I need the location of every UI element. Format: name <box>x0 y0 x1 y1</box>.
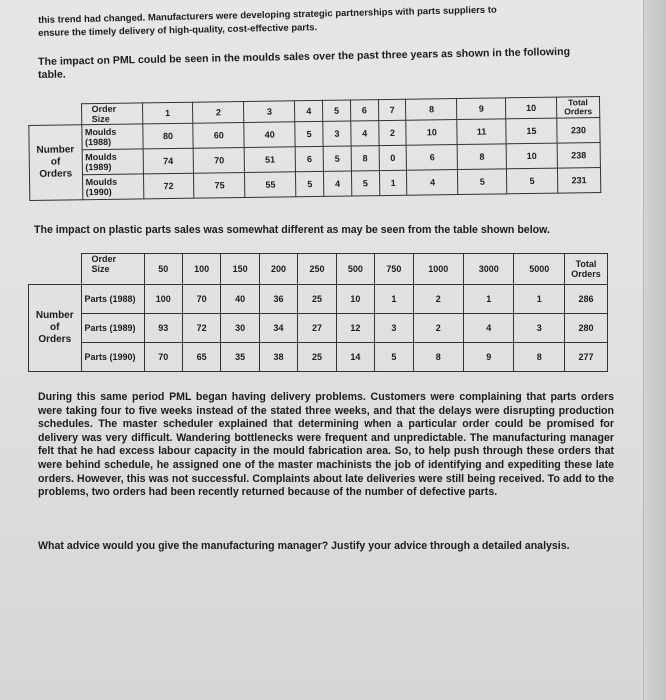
table-cell: 10 <box>406 120 457 146</box>
table-cell: 65 <box>182 343 220 372</box>
table-cell: 2 <box>413 285 463 314</box>
table-cell: 55 <box>245 172 296 198</box>
table-cell: 3 <box>514 314 565 343</box>
table-cell: 51 <box>244 147 295 173</box>
total-cell: 230 <box>557 118 600 144</box>
table-cell: 8 <box>413 343 463 372</box>
col-header: 150 <box>221 254 259 285</box>
total-cell: 277 <box>565 343 608 372</box>
table-cell: 4 <box>324 171 352 196</box>
table-cell: 38 <box>259 343 297 372</box>
col-header: 50 <box>144 254 182 285</box>
col-header: 750 <box>375 254 413 285</box>
col-header: 6 <box>350 100 378 121</box>
question-text: What advice would you give the manufacturing manager? Justify your advice through a detailed analysis. <box>38 540 570 552</box>
intro-line-1: this trend had changed. Manufacturers were developing strategic partnerships with parts suppliers to <box>38 4 497 26</box>
intro-line-4: table. <box>38 68 66 81</box>
intro-line-3: The impact on PML could be seen in the moulds sales over the past three years as shown in the following <box>38 45 571 68</box>
table-cell: 36 <box>259 285 297 314</box>
table-cell: 70 <box>182 285 220 314</box>
number-of-orders-label: Number of Orders <box>29 125 83 201</box>
table-cell: 70 <box>194 147 245 173</box>
row-label: Moulds (1989) <box>82 149 143 175</box>
table-cell: 2 <box>413 314 463 343</box>
col-header: 3 <box>244 101 295 123</box>
table-cell: 0 <box>379 145 407 170</box>
table-cell: 34 <box>259 314 297 343</box>
table-cell: 70 <box>144 343 182 372</box>
table-cell: 3 <box>375 314 413 343</box>
table-cell: 3 <box>323 121 351 146</box>
parts-table <box>28 253 608 372</box>
total-cell: 231 <box>557 168 600 194</box>
page-edge <box>643 0 666 700</box>
col-header: 500 <box>336 254 374 285</box>
row-label: Parts (1988) <box>81 285 144 314</box>
col-header: 10 <box>505 97 556 119</box>
table-cell: 4 <box>351 121 379 146</box>
table-cell: 1 <box>375 285 413 314</box>
table-cell: 8 <box>514 343 565 372</box>
table-cell: 5 <box>295 121 323 146</box>
table-cell: 6 <box>295 146 323 171</box>
table-cell: 5 <box>375 343 413 372</box>
table-cell: 74 <box>143 148 194 174</box>
table-cell: 93 <box>144 314 182 343</box>
table-cell: 8 <box>351 146 379 171</box>
table-cell: 2 <box>378 120 406 145</box>
col-header: 250 <box>298 254 336 285</box>
intro-line-2: ensure the timely delivery of high-quality, cost-effective parts. <box>38 22 318 39</box>
table-cell: 40 <box>244 122 295 148</box>
row-label: Parts (1989) <box>81 314 144 343</box>
table-cell: 60 <box>193 122 244 148</box>
moulds-table <box>28 96 601 201</box>
table-cell: 15 <box>506 118 557 144</box>
table-cell: 11 <box>457 119 506 145</box>
table-cell: 6 <box>407 145 458 171</box>
row-label: Parts (1990) <box>81 343 144 372</box>
col-header: 200 <box>259 254 297 285</box>
row-label: Moulds (1988) <box>81 124 142 150</box>
table-cell: 35 <box>221 343 259 372</box>
table-cell: 10 <box>336 285 374 314</box>
total-cell: 286 <box>565 285 608 314</box>
col-header: 9 <box>457 98 506 120</box>
col-header: 5000 <box>514 254 565 285</box>
table-cell: 75 <box>194 172 245 198</box>
table-cell: 5 <box>323 146 351 171</box>
col-header: 5 <box>323 100 351 121</box>
table-cell: 72 <box>143 173 194 199</box>
table-cell: 5 <box>506 168 557 194</box>
total-orders-header: Total Orders <box>565 254 608 285</box>
table-cell: 1 <box>464 285 514 314</box>
col-header: 7 <box>378 99 406 120</box>
table-cell: 40 <box>221 285 259 314</box>
total-cell: 280 <box>565 314 608 343</box>
table-cell: 100 <box>144 285 182 314</box>
col-header: 1000 <box>413 254 463 285</box>
table-cell: 5 <box>296 171 324 196</box>
table-cell: 25 <box>298 343 336 372</box>
col-header: 3000 <box>464 254 514 285</box>
table-cell: 14 <box>336 343 374 372</box>
table-cell: 9 <box>464 343 514 372</box>
body-paragraph: During this same period PML began having delivery problems. Customers were complaining that parts orders were taking four to five weeks instead of the stated three weeks, and that the delays were disrupting production schedules. The master scheduler explained that determining when a particular order could be promised for delivery was very difficult. Wandering bottlenecks were frequent and unpredictable. The manufacturing manager felt that he had excess labour capacity in the mould fabrication area. So, to help push through these orders that were behind schedule, he assigned one of the master machinists the job of identifying and expediting these late orders. However, this was not successful. Complaints about late deliveries were still being received. To add to the problems, two orders had been recently returned because of the number of defective parts. <box>38 391 614 499</box>
table-cell: 10 <box>506 143 557 169</box>
table-cell: 27 <box>298 314 336 343</box>
order-size-label: Order Size <box>81 254 144 285</box>
total-orders-header: Total Orders <box>556 97 599 119</box>
number-of-orders-label: Number of Orders <box>29 285 82 372</box>
table-cell: 12 <box>336 314 374 343</box>
table-cell: 5 <box>458 169 507 195</box>
table-cell: 30 <box>221 314 259 343</box>
table-cell: 8 <box>457 144 506 170</box>
table-cell: 1 <box>514 285 565 314</box>
table-cell: 80 <box>142 123 193 149</box>
table-cell: 4 <box>407 170 458 196</box>
table-cell: 72 <box>182 314 220 343</box>
row-label: Moulds (1990) <box>82 174 143 200</box>
order-size-label: Order Size <box>81 103 142 125</box>
total-cell: 238 <box>557 143 600 169</box>
col-header: 2 <box>193 101 244 123</box>
table2-caption: The impact on plastic parts sales was somewhat different as may be seen from the table shown below. <box>34 224 550 236</box>
table-cell: 25 <box>298 285 336 314</box>
col-header: 1 <box>142 102 193 124</box>
table-cell: 4 <box>464 314 514 343</box>
col-header: 8 <box>406 99 457 121</box>
table-cell: 5 <box>351 171 379 196</box>
table-cell: 1 <box>379 170 407 195</box>
col-header: 100 <box>182 254 220 285</box>
col-header: 4 <box>295 100 323 121</box>
